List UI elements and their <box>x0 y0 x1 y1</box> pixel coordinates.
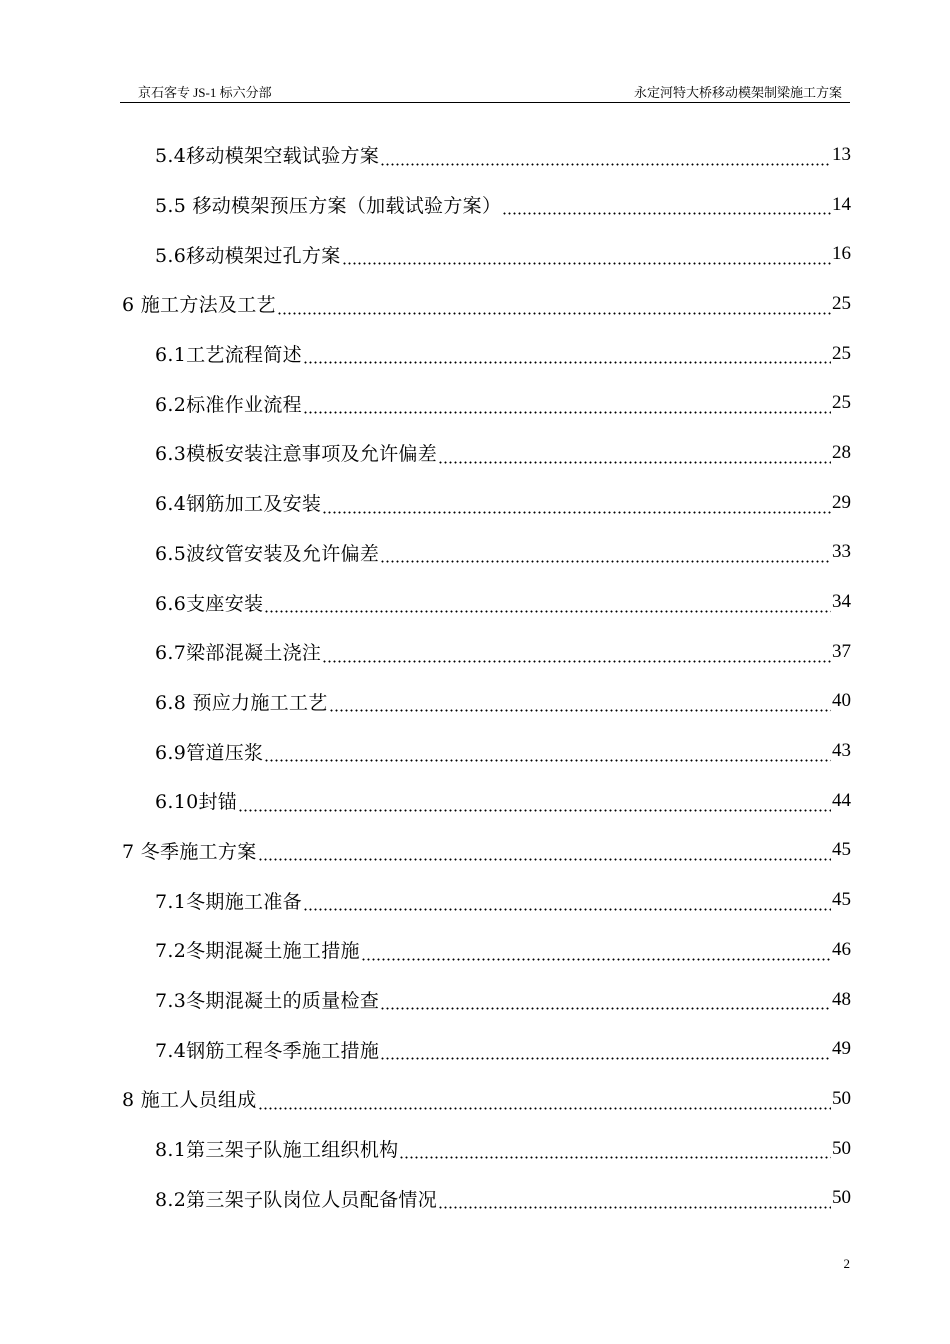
toc-leader-dots <box>258 858 831 861</box>
toc-entry-page: 28 <box>832 441 851 463</box>
toc-leader-dots <box>238 809 831 812</box>
toc-entry-title: 6.4钢筋加工及安装 <box>155 493 322 516</box>
toc-leader-dots <box>502 212 831 215</box>
toc-entry[interactable] <box>122 378 851 428</box>
toc-entry[interactable] <box>122 428 851 478</box>
toc-entry-title: 8.2第三架子队岗位人员配备情况 <box>155 1188 438 1211</box>
toc-entry-page: 46 <box>832 938 851 960</box>
toc-leader-dots <box>303 361 831 364</box>
toc-entry-page: 45 <box>832 889 851 911</box>
toc-leader-dots <box>258 1107 831 1110</box>
header-right-text: 永定河特大桥移动模架制梁施工方案 <box>633 85 842 100</box>
toc-entry[interactable] <box>122 925 851 975</box>
toc-entry-title: 5.5 移动模架预压方案（加载试验方案） <box>155 195 502 218</box>
page-header <box>120 80 850 103</box>
toc-entry-title: 6.3模板安装注意事项及允许偏差 <box>155 443 438 466</box>
toc-entry-page: 29 <box>832 491 851 513</box>
toc-entry-page: 13 <box>832 143 851 165</box>
toc-entry-page: 25 <box>832 392 851 414</box>
toc-entry[interactable] <box>122 776 851 826</box>
toc-entry-page: 14 <box>832 193 851 215</box>
toc-entry[interactable] <box>122 726 851 776</box>
toc-entry-title: 5.4移动模架空载试验方案 <box>155 145 380 168</box>
toc-entry-page: 25 <box>832 292 851 314</box>
toc-entry-title: 6.1工艺流程简述 <box>155 344 302 367</box>
toc-entry[interactable] <box>122 1124 851 1174</box>
toc-leader-dots <box>322 511 831 514</box>
toc-entry-page: 50 <box>832 1137 851 1159</box>
toc-leader-dots <box>438 461 831 464</box>
toc-entry-page: 50 <box>832 1187 851 1209</box>
toc-entry[interactable] <box>122 1074 851 1124</box>
toc-entry-page: 33 <box>832 541 851 563</box>
toc-entry[interactable] <box>122 130 851 180</box>
toc-entry-title: 7.3冬期混凝土的质量检查 <box>155 990 380 1013</box>
toc-leader-dots <box>361 958 831 961</box>
toc-leader-dots <box>380 1057 831 1060</box>
toc-leader-dots <box>303 411 831 414</box>
toc-entry-page: 37 <box>832 640 851 662</box>
toc-entry[interactable] <box>122 826 851 876</box>
toc-leader-dots <box>380 560 831 563</box>
toc-entry[interactable] <box>122 1024 851 1074</box>
toc-leader-dots <box>342 262 831 265</box>
toc-leader-dots <box>399 1156 831 1159</box>
toc-entry-page: 40 <box>832 690 851 712</box>
toc-leader-dots <box>322 660 831 663</box>
toc-entry[interactable] <box>122 677 851 727</box>
toc-entry[interactable] <box>122 528 851 578</box>
toc-entry-title: 5.6移动模架过孔方案 <box>155 244 341 267</box>
toc-entry[interactable] <box>122 478 851 528</box>
toc-leader-dots <box>277 312 831 315</box>
toc-entry[interactable] <box>122 875 851 925</box>
toc-leader-dots <box>380 163 831 166</box>
toc-entry-page: 43 <box>832 740 851 762</box>
toc-leader-dots <box>303 908 831 911</box>
toc-entry-page: 48 <box>832 988 851 1010</box>
toc-leader-dots <box>438 1206 831 1209</box>
toc-entry-title: 6.2标准作业流程 <box>155 393 302 416</box>
toc-entry-title: 7.2冬期混凝土施工措施 <box>155 940 360 963</box>
toc-entry-title: 7.4钢筋工程冬季施工措施 <box>155 1039 380 1062</box>
toc-entry-title: 6.8 预应力施工工艺 <box>155 691 328 714</box>
toc-entry[interactable] <box>122 180 851 230</box>
toc-entry-page: 34 <box>832 591 851 613</box>
toc-entry-title: 6.6支座安装 <box>155 592 264 615</box>
toc-entry-title: 7.1冬期施工准备 <box>155 890 302 913</box>
toc-entry-title: 6 施工方法及工艺 <box>122 294 276 317</box>
table-of-contents <box>122 130 851 1223</box>
toc-leader-dots <box>380 1007 831 1010</box>
toc-entry-title: 6.5波纹管安装及允许偏差 <box>155 542 380 565</box>
toc-leader-dots <box>264 610 831 613</box>
toc-entry-title: 6.9管道压浆 <box>155 741 264 764</box>
toc-entry-title: 6.10封锚 <box>155 791 238 814</box>
toc-entry-page: 44 <box>832 789 851 811</box>
toc-entry-title: 8.1第三架子队施工组织机构 <box>155 1139 399 1162</box>
toc-leader-dots <box>264 759 831 762</box>
header-left-text: 京石客专 JS-1 标六分部 <box>138 85 272 100</box>
toc-entry[interactable] <box>122 627 851 677</box>
toc-entry-title: 8 施工人员组成 <box>122 1089 257 1112</box>
toc-entry-page: 49 <box>832 1038 851 1060</box>
toc-entry-title: 7 冬季施工方案 <box>122 840 257 863</box>
page-number: 2 <box>843 1256 850 1271</box>
toc-entry[interactable] <box>122 229 851 279</box>
toc-entry-title: 6.7梁部混凝土浇注 <box>155 642 322 665</box>
toc-leader-dots <box>329 709 831 712</box>
toc-entry[interactable] <box>122 329 851 379</box>
toc-entry-page: 25 <box>832 342 851 364</box>
toc-entry-page: 50 <box>832 1087 851 1109</box>
toc-entry-page: 16 <box>832 243 851 265</box>
toc-entry[interactable] <box>122 1173 851 1223</box>
toc-entry[interactable] <box>122 279 851 329</box>
toc-entry[interactable] <box>122 975 851 1025</box>
toc-entry-page: 45 <box>832 839 851 861</box>
toc-entry[interactable] <box>122 577 851 627</box>
